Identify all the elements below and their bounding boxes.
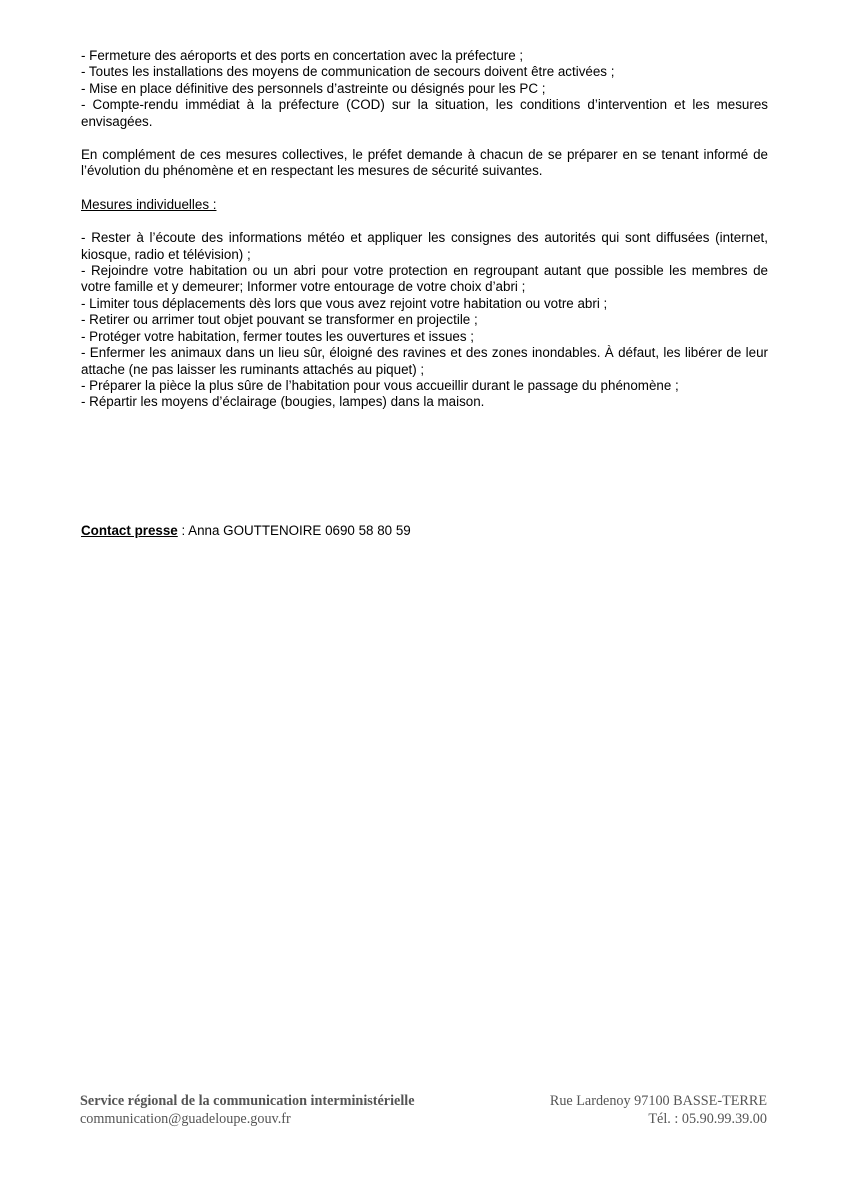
footer-organization: Service régional de la communication interministérielle [80, 1093, 415, 1109]
list-item: - Protéger votre habitation, fermer toutes les ouvertures et issues ; [81, 328, 474, 344]
individual-measures-list [81, 230, 768, 410]
individual-measures-heading: Mesures individuelles : [81, 196, 217, 212]
list-item: - Fermeture des aéroports et des ports en concertation avec la préfecture ; [81, 48, 524, 63]
complement-paragraph: En complément de ces mesures collectives, le préfet demande à chacun de se préparer en se tenant informé de l’évolution du phénomène et en respectant les mesures de sécurité suivantes. [81, 147, 768, 179]
press-contact [81, 523, 411, 539]
list-item: - Mise en place définitive des personnels d’astreinte ou désignés pour les PC ; [81, 80, 546, 96]
list-item: - Retirer ou arrimer tout objet pouvant se transformer en projectile ; [81, 312, 478, 328]
list-item: - Répartir les moyens d’éclairage (bougies, lampes) dans la maison. [81, 394, 485, 410]
footer-left [80, 1092, 415, 1128]
footer-phone: Tél. : 05.90.99.39.00 [648, 1111, 767, 1127]
list-item: - Limiter tous déplacements dès lors que vous avez rejoint votre habitation ou votre abri ; [81, 295, 608, 311]
footer-address: Rue Lardenoy 97100 BASSE-TERRE [549, 1093, 767, 1109]
list-item: - Compte-rendu immédiat à la préfecture (COD) sur la situation, les conditions d’intervention et les mesures envisagées. [81, 97, 768, 129]
list-item: - Préparer la pièce la plus sûre de l’habitation pour vous accueillir durant le passage du phénomène ; [81, 377, 679, 393]
press-contact-details: : Anna GOUTTENOIRE 0690 58 80 59 [177, 523, 411, 538]
collective-measures-list [81, 48, 768, 130]
footer-right [550, 1092, 767, 1128]
document-body [81, 48, 768, 411]
press-contact-label: Contact presse [81, 523, 178, 538]
list-item: - Enfermer les animaux dans un lieu sûr, éloigné des ravines et des zones inondables. À défaut, les libérer de leur attache (ne pas laisser les ruminants attachés au piquet) ; [81, 345, 768, 377]
footer-email[interactable]: communication@guadeloupe.gouv.fr [80, 1111, 291, 1127]
list-item: - Rester à l’écoute des informations météo et appliquer les consignes des autorités qui sont diffusées (internet, kiosque, radio et télévision) ; [81, 230, 768, 262]
list-item: - Rejoindre votre habitation ou un abri pour votre protection en regroupant autant que possible les membres de votre famille et y demeurer; Informer votre entourage de votre choix d’abri ; [81, 263, 768, 295]
list-item: - Toutes les installations des moyens de communication de secours doivent être activées ; [81, 64, 615, 80]
